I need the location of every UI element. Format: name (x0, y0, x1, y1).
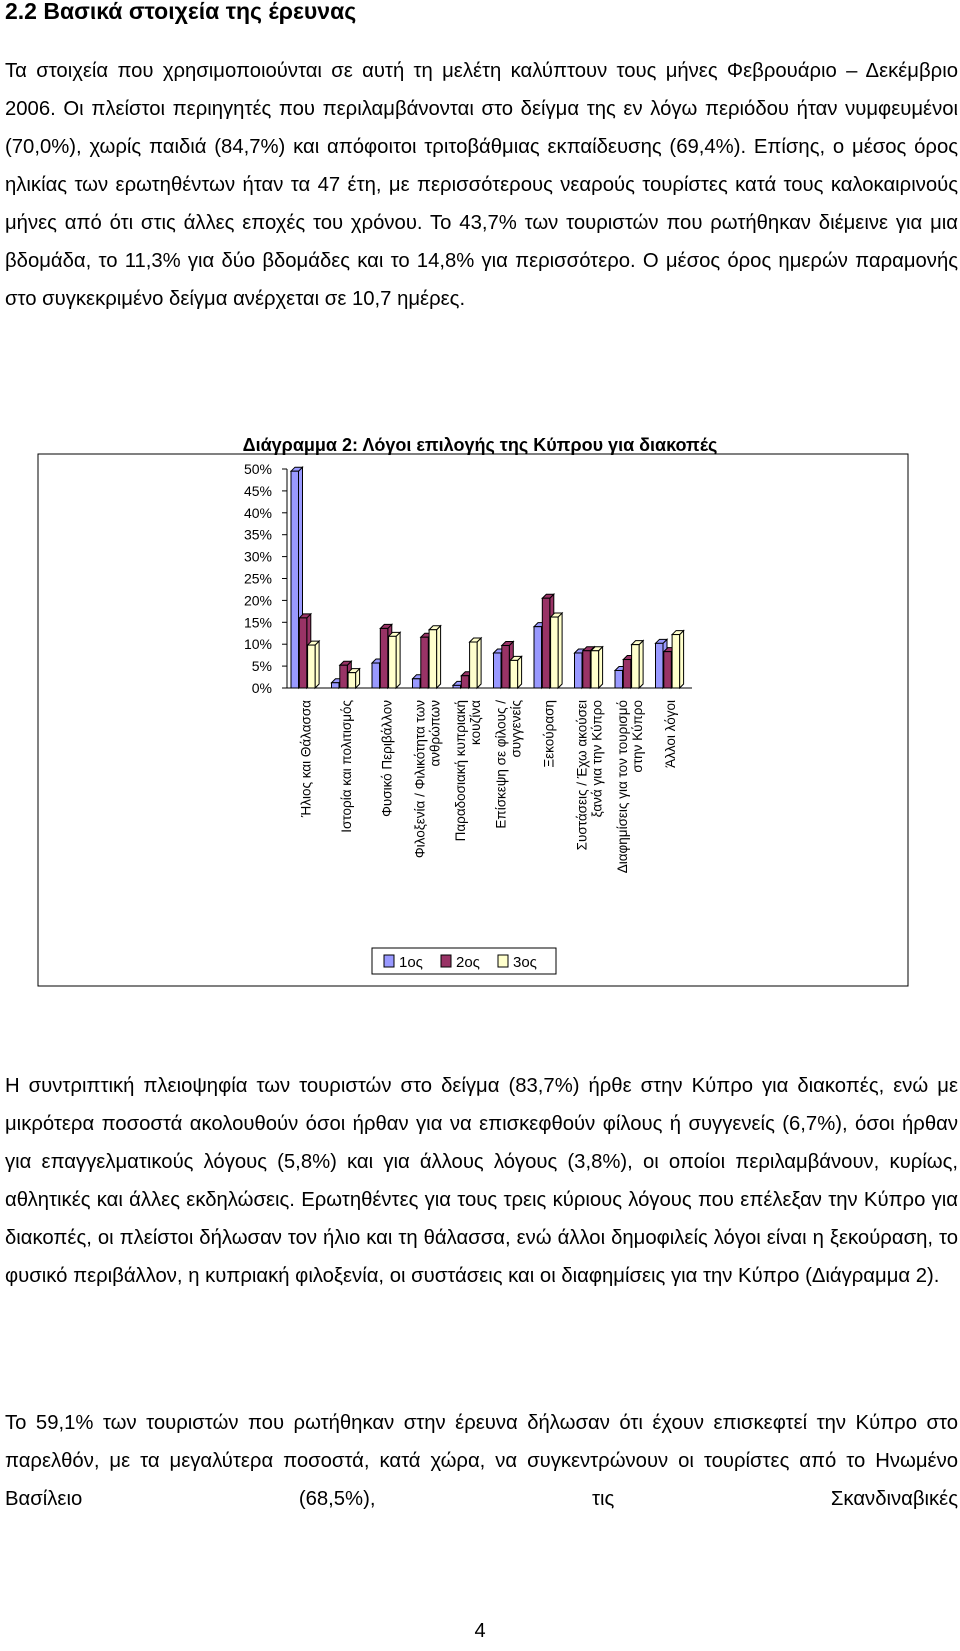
bar-side (680, 631, 684, 688)
y-tick-label: 40% (243, 504, 272, 521)
bar-3ος-9 (632, 641, 644, 688)
bar-side (396, 632, 400, 688)
bar-side (477, 638, 481, 688)
bar-3ος-5 (470, 638, 482, 688)
bar-front (389, 636, 397, 688)
category-label (379, 700, 394, 817)
bar-front (510, 660, 517, 688)
bar-front (575, 653, 583, 688)
category-label-line: Ξεκούραση (541, 700, 557, 768)
bar-front (470, 642, 478, 688)
bar-front (308, 645, 316, 688)
category-label-line: Φυσικό Περιβάλλον (379, 700, 395, 817)
bar-front (413, 679, 421, 688)
y-tick-label: 10% (243, 636, 272, 653)
bar-side (518, 656, 522, 688)
bar-3ος-4 (429, 626, 441, 688)
category-label-line: Διαφημίσεις για τον τουρισμό (614, 700, 630, 874)
bar-front (591, 651, 599, 688)
category-label (574, 700, 604, 850)
category-label-line: Ήλιος και Θάλασσα (298, 700, 314, 818)
paragraph-previous-visits: Το 59,1% των τουριστών που ρωτήθηκαν στην έρευνα δήλωσαν ότι έχουν επισκεφτεί την Κύπρο στο παρελθόν, με τα μεγαλύτερα ποσοστά, κατά χώρα, να συγκεντρώνουν οι τουρίστες από το Ηνωμένο Βασίλειο (68,5%), τις Σκανδιναβικές (5, 1412, 958, 1510)
bar-front (664, 652, 672, 688)
bar-front (542, 598, 550, 688)
y-tick-label: 5% (251, 658, 272, 675)
category-label-line: Συστάσεις / Έχω ακούσει (574, 700, 590, 851)
category-label (298, 700, 313, 818)
bar-front (348, 673, 356, 688)
bar-front (291, 471, 299, 688)
bar-front (340, 665, 348, 688)
bar-3ος-3 (389, 632, 401, 688)
legend-swatch (441, 955, 451, 967)
y-tick-label: 50% (243, 461, 272, 477)
bar-3ος-10 (672, 631, 684, 688)
bar-side (315, 641, 319, 688)
bar-side (437, 626, 441, 688)
paragraph-visit-purpose: Η συντριπτική πλειοψηφία των τουριστών στο δείγμα (83,7%) ήρθε στην Κύπρο για διακοπές, ενώ με μικρότερα ποσοστά ακολουθούν όσοι ήρθαν για να επισκεφθούν φίλους ή συγγενείς (6,7%), όσοι ήρθαν για επαγγελματικούς λόγους (5,8%) και για άλλους λόγους (3,8%), οι οποίοι περιλαμβάνουν, κυρίως, αθλητικές και άλλες εκδηλώσεις. Ερωτηθέντες για τους τρεις κύριους λόγους που επέλεξαν την Κύπρο για διακοπές, οι πλείστοι δήλωσαν τον ήλιο και τη θάλασσα, ενώ άλλοι δημοφιλείς λόγοι είναι η ξεκούραση, το φυσικό περιβάλλον, η κυπριακή φιλοξενία, οι συστάσεις και οι διαφημίσεις για την Κύπρο (Διάγραμμα 2). (5, 1075, 958, 1287)
category-label-line: Επίσκεψη σε φίλους / (493, 700, 509, 829)
reasons-bar-chart (0, 461, 960, 1000)
category-label-line: Ιστορία και πολιτισμός (338, 700, 354, 833)
bar-front (421, 637, 429, 688)
legend-label: 1ος (399, 954, 423, 971)
bar-3ος-1 (308, 641, 320, 688)
chart-title: Διάγραμμα 2: Λόγοι επιλογής της Κύπρου για διακοπές (242, 435, 718, 455)
bar-side (599, 647, 603, 688)
legend-label: 2ος (456, 954, 480, 971)
bar-front (494, 653, 502, 688)
y-tick-label: 0% (251, 680, 272, 696)
y-tick-label: 20% (243, 592, 272, 609)
bar-front (332, 683, 340, 688)
category-label (453, 700, 483, 842)
bar-front (672, 635, 680, 688)
bar-3ος-7 (551, 613, 563, 688)
bar-front (380, 628, 388, 688)
y-tick-label: 30% (243, 548, 272, 565)
y-tick-label: 35% (243, 526, 272, 543)
bar-front (551, 617, 559, 688)
category-label-line: Φιλοξενία / Φιλικότητα των (412, 700, 428, 859)
category-label (541, 700, 556, 768)
category-label (339, 700, 354, 833)
category-label-line: ανθρώπων (427, 700, 443, 767)
paragraph-study-data: Τα στοιχεία που χρησιμοποιούνται σε αυτή τη μελέτη καλύπτουν τους μήνες Φεβρουάριο – Δεκέμβριο 2006. Οι πλείστοι περιηγητές που περιλαμβάνονται στο δείγμα της εν λόγω περιόδου ήταν νυμφευμένοι (70,0%), χωρίς παιδιά (84,7%) και απόφοιτοι τριτοβάθμιας εκπαίδευσης (69,4%). Επίσης, ο μέσος όρος ηλικίας των ερωτηθέντων ήταν τα 47 έτη, με περισσότερους νεαρούς τουρίστες κατά τους καλοκαιρινούς μήνες από ότι στις άλλες εποχές του χρόνου. Το 43,7% των τουριστών που ρωτήθηκαν διέμεινε για μια βδομάδα, το 11,3% για δύο βδομάδες και το 14,8% για περισσότερο. Ο μέσος όρος ημερών παραμονής στο συγκεκριμένο δείγμα ανέρχεται σε 10,7 ημέρες. (5, 60, 958, 310)
bar-front (502, 646, 510, 688)
bar-front (299, 618, 307, 688)
bar-front (461, 676, 469, 688)
category-label-line: κουζίνα (467, 700, 483, 745)
page-number: 4 (474, 1620, 486, 1642)
category-label (615, 700, 645, 873)
bar-3ος-6 (510, 656, 521, 688)
section-heading: 2.2 Βασικά στοιχεία της έρευνας (5, 0, 357, 24)
category-label-line: στην Κύπρο (629, 700, 645, 773)
category-label (663, 700, 678, 768)
category-label (493, 700, 523, 829)
category-label-line: Άλλοι λόγοι (662, 700, 678, 768)
bar-front (453, 685, 461, 688)
bar-front (534, 627, 542, 688)
y-tick-label: 15% (243, 614, 272, 631)
bar-front (632, 645, 640, 688)
legend-swatch (498, 955, 508, 967)
category-label-line: Παραδοσιακή κυπριακή (452, 700, 468, 842)
category-label-line: συγγενείς (508, 700, 524, 758)
bar-front (372, 663, 380, 688)
bar-front (583, 651, 591, 688)
category-label (412, 700, 442, 858)
y-tick-label: 45% (243, 482, 272, 499)
category-label-line: ξανά για την Κύπρο (589, 700, 605, 818)
bar-front (656, 643, 664, 688)
bar-front (429, 630, 437, 688)
bar-3ος-2 (348, 669, 360, 688)
legend-swatch (384, 955, 394, 967)
bar-side (639, 641, 643, 688)
bar-3ος-8 (591, 647, 603, 688)
bar-front (615, 670, 623, 688)
bar-front (623, 660, 631, 688)
bar-side (558, 613, 562, 688)
legend-label: 3ος (513, 954, 537, 971)
y-tick-label: 25% (243, 570, 272, 587)
